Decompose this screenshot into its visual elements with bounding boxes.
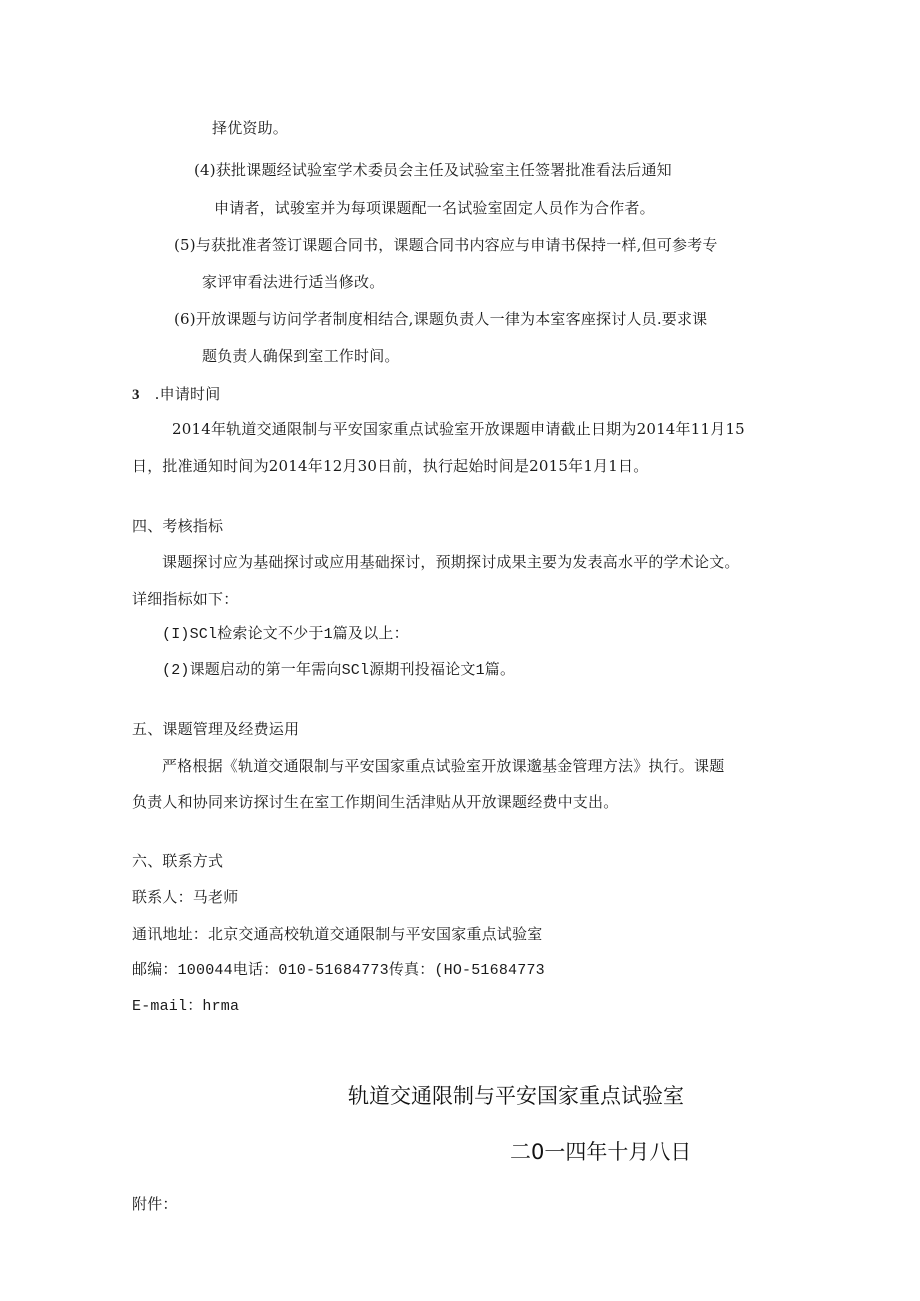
text-line: 题负责人确保到室工作时间。: [202, 347, 400, 365]
list-item-6: (6)开放课题与访问学者制度相结合,课题负责人一律为本室客座探讨人员.要求课: [174, 310, 708, 328]
contact-phone: 邮编：100044电话：010-51684773传真：(HO-51684773: [132, 962, 545, 979]
text-line: 择优资助。: [212, 119, 289, 137]
text-line: 家评审看法进行适当修改。: [202, 273, 385, 291]
contact-address: 通讯地址：北京交通高校轨道交通限制与平安国家重点试验室: [132, 925, 543, 943]
list-item-4: (4)获批课题经试验室学术委员会主任及试验室主任签署批准看法后通知: [194, 161, 672, 179]
section-6-heading: 六、联系方式: [132, 852, 224, 870]
contact-person: 联系人：马老师: [132, 888, 239, 906]
section-4-paragraph-line-2: 详细指标如下：: [132, 590, 239, 608]
section-5-paragraph-line-2: 负责人和协同来访探讨生在室工作期间生活津贴从开放课题经费中支出。: [132, 793, 619, 811]
signature-organization: 轨道交通限制与平安国家重点试验室: [348, 1084, 684, 1108]
section-3-number: 3: [132, 387, 140, 403]
section-3-paragraph-line-2: 日，批准通知时间为2014年12月30日前，执行起始时间是2015年1月1日。: [132, 457, 649, 475]
section-4-item-2: (2)课题启动的第一年需向SCl源期刊投福论文1篇。: [162, 662, 516, 679]
contact-email: E-mail：hrma: [132, 998, 240, 1015]
section-3-heading: [132, 384, 220, 405]
list-item-5: (5)与获批准者签订课题合同书，课题合同书内容应与申请书保持一样,但可参考专: [174, 236, 718, 254]
attachment-label: 附件：: [132, 1195, 178, 1213]
section-4-heading: 四、考核指标: [132, 517, 224, 535]
section-4-item-1: (I)SCl检索论文不少于1篇及以上：: [162, 626, 409, 643]
signature-date: 二0一四年十月八日: [510, 1140, 692, 1164]
section-5-paragraph-line-1: 严格根据《轨道交通限制与平安国家重点试验室开放课邈基金管理方法》执行。课题: [162, 757, 725, 775]
section-5-heading: 五、课题管理及经费运用: [132, 720, 300, 738]
section-4-paragraph-line-1: 课题探讨应为基础探讨或应用基础探讨，预期探讨成果主要为发表高水平的学术论文。: [162, 553, 740, 571]
text-line: 申请者，试骏室并为每项课题配一名试验室固定人员作为合作者。: [214, 199, 655, 217]
section-3-title: .申请时间: [154, 385, 221, 403]
section-3-paragraph-line-1: 2014年轨道交通限制与平安国家重点试验室开放课题申请截止日期为2014年11月15: [172, 420, 745, 438]
